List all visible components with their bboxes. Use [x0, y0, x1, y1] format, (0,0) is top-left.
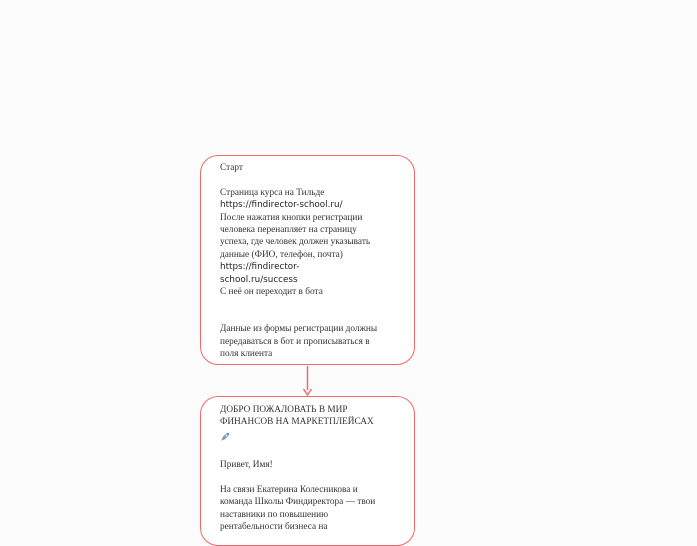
welcome-node[interactable]: [200, 396, 415, 546]
note-line: передаваться в бот и прописываться в: [220, 336, 370, 347]
spacer: [220, 174, 400, 186]
greeting-text: Привет, Имя!: [220, 460, 273, 471]
arrow-down-icon: [304, 389, 312, 395]
body-line: На связи Екатерина Колесникова и: [220, 485, 358, 495]
welcome-title: ФИНАНСОВ НА МАРКЕТПЛЕЙСАХ: [220, 417, 374, 428]
success-url-link-part1[interactable]: https://findirector-: [220, 262, 300, 273]
rocket-icon: [220, 432, 230, 445]
spacer: [220, 447, 400, 459]
course-url-link[interactable]: https://findirector-school.ru/: [220, 200, 343, 211]
start-title: Старт: [220, 163, 243, 173]
success-url-link-part2[interactable]: school.ru/success: [220, 274, 298, 285]
note-line: Данные из формы регистрации должны: [220, 324, 378, 335]
spacer: [220, 298, 400, 310]
description-line: человека перенапляет на страницу: [220, 225, 357, 236]
description-line: После нажатия кнопки регистрации: [220, 212, 363, 223]
body-line: команда Школы Финдиректора — твои: [220, 497, 376, 508]
description-line: данные (ФИО, телефон, почта): [220, 249, 343, 260]
course-page-label: Страница курса на Тильде: [220, 187, 325, 198]
spacer: [220, 472, 400, 484]
spacer: [220, 311, 400, 323]
start-node[interactable]: [200, 155, 415, 365]
description-line: успеха, где человек должен указывать: [220, 237, 371, 248]
description-line: С неё он переходит в бота: [220, 287, 323, 298]
welcome-title: ДОБРО ПОЖАЛОВАТЬ В МИР: [220, 405, 348, 415]
body-line: наставники по повышению: [220, 509, 329, 520]
note-line: поля клиента: [220, 349, 273, 360]
body-line: рентабельности бизнеса на: [220, 522, 328, 533]
